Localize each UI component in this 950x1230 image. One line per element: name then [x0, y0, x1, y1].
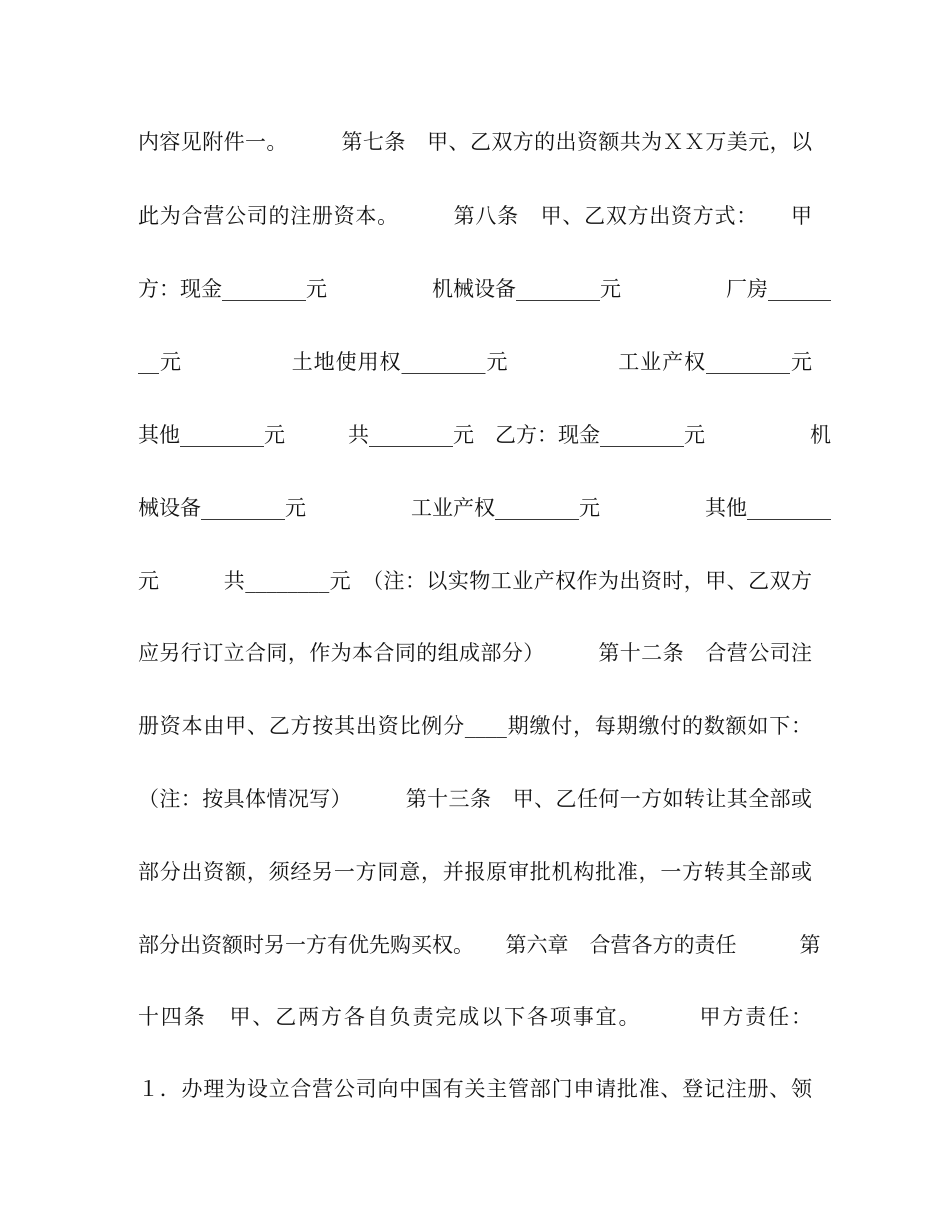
- body-text-line: 部分出资额时另一方有优先购买权。 第六章 合营各方的责任 第: [138, 933, 821, 957]
- body-text-line: 应另行订立合同，作为本合同的组成部分） 第十二条 合营公司注: [138, 641, 812, 665]
- body-text-line: 册资本由甲、乙方按其出资比例分____期缴付，每期缴付的数额如下：: [138, 714, 812, 738]
- body-text-line: 其他________元 共________元 乙方：现金________元 机: [138, 423, 831, 447]
- body-text-line: （注：按具体情况写） 第十三条 甲、乙任何一方如转让其全部或: [138, 787, 812, 811]
- body-text-line: 部分出资额，须经另一方同意，并报原审批机构批准，一方转其全部或: [138, 860, 812, 884]
- body-text-line: 方：现金________元 机械设备________元 厂房______: [138, 277, 831, 301]
- body-text-line: 元 共________元 （注：以实物工业产权作为出资时，甲、乙双方: [138, 569, 812, 593]
- body-text-line: 内容见附件一。 第七条 甲、乙双方的出资额共为ＸＸ万美元，以: [138, 130, 812, 154]
- body-text-line: __元 土地使用权________元 工业产权________元: [138, 350, 812, 374]
- body-text-line: １．办理为设立合营公司向中国有关主管部门申请批准、登记注册、领: [138, 1077, 812, 1101]
- body-text-line: 械设备________元 工业产权________元 其他________: [138, 496, 831, 520]
- body-text-line: 此为合营公司的注册资本。 第八条 甲、乙双方出资方式： 甲: [138, 204, 812, 228]
- body-text-line: 十四条 甲、乙两方各自负责完成以下各项事宜。 甲方责任：: [138, 1005, 812, 1029]
